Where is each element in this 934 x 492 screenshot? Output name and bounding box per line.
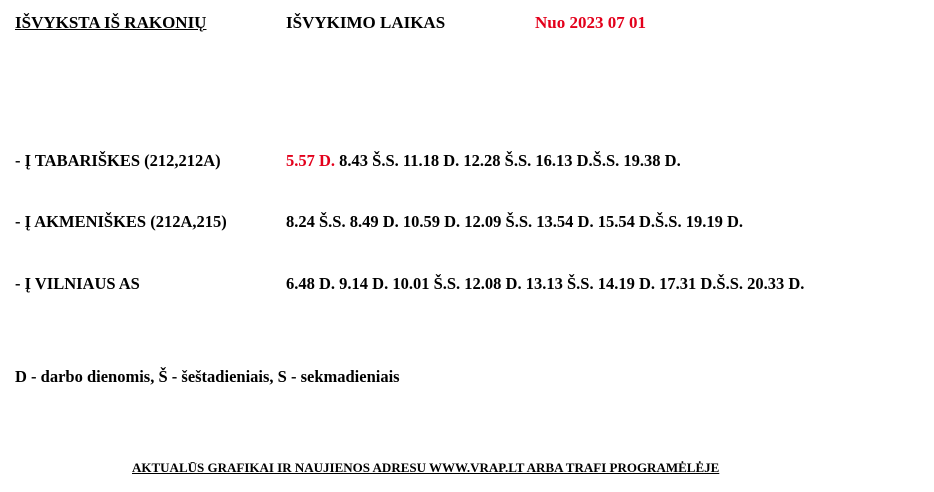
highlighted-time: 5.57 D. xyxy=(286,151,336,170)
departs-from-heading: IŠVYKSTA IŠ RAKONIŲ xyxy=(15,13,207,32)
route-destination: - Į AKMENIŠKES (212A,215) xyxy=(15,212,227,231)
departure-times: 8.43 Š.S. 11.18 D. 12.28 Š.S. 16.13 D.Š.S. 19.38 D. xyxy=(339,151,681,170)
footer-notice: AKTUALŪS GRAFIKAI IR NAUJIENOS ADRESU WWW.VRAP.LT ARBA TRAFI PROGRAMĖLĖJE xyxy=(132,460,720,475)
valid-from-date: Nuo 2023 07 01 xyxy=(535,13,646,32)
departure-times: 6.48 D. 9.14 D. 10.01 Š.S. 12.08 D. 13.13 Š.S. 14.19 D. 17.31 D.Š.S. 20.33 D. xyxy=(286,274,805,293)
departure-times: 8.24 Š.S. 8.49 D. 10.59 D. 12.09 Š.S. 13.54 D. 15.54 D.Š.S. 19.19 D. xyxy=(286,212,744,231)
route-times xyxy=(286,153,681,170)
route-destination: - Į TABARIŠKES (212,212A) xyxy=(15,151,221,170)
route-destination: - Į VILNIAUS AS xyxy=(15,274,140,293)
departure-time-heading: IŠVYKIMO LAIKAS xyxy=(286,13,446,32)
legend: D - darbo dienomis, Š - šeštadieniais, S - sekmadieniais xyxy=(15,367,400,386)
